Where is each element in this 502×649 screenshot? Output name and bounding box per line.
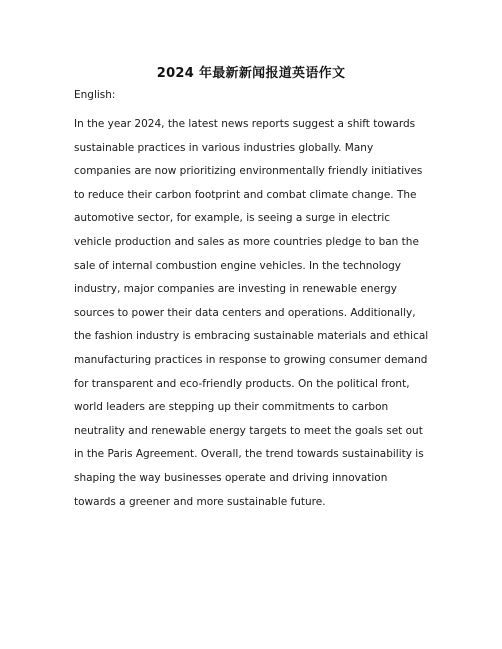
language-label: English: <box>74 89 116 101</box>
document-title: 2024 年最新新闻报道英语作文 <box>156 66 346 81</box>
essay-body: In the year 2024, the latest news reports suggest a shift towards sustainable practices in various industries globally. Many companies are now prioritizing environmentally friendly initiatives to reduce their carbon footprint and combat climate change. The automotive sector, for example, is seeing a surge in electric vehicle production and sales as more countries pledge to ban the sale of internal combustion engine vehicles. In the technology industry, major companies are investing in renewable energy sources to power their data centers and operations. Additionally, the fashion industry is embracing sustainable materials and ethical manufacturing practices in response to growing consumer demand for transparent and eco-friendly products. On the political front, world leaders are stepping up their commitments to carbon neutrality and renewable energy targets to meet the goals set out in the Paris Agreement. Overall, the trend towards sustainability is shaping the way businesses operate and driving innovation towards a greener and more sustainable future. <box>74 118 429 508</box>
